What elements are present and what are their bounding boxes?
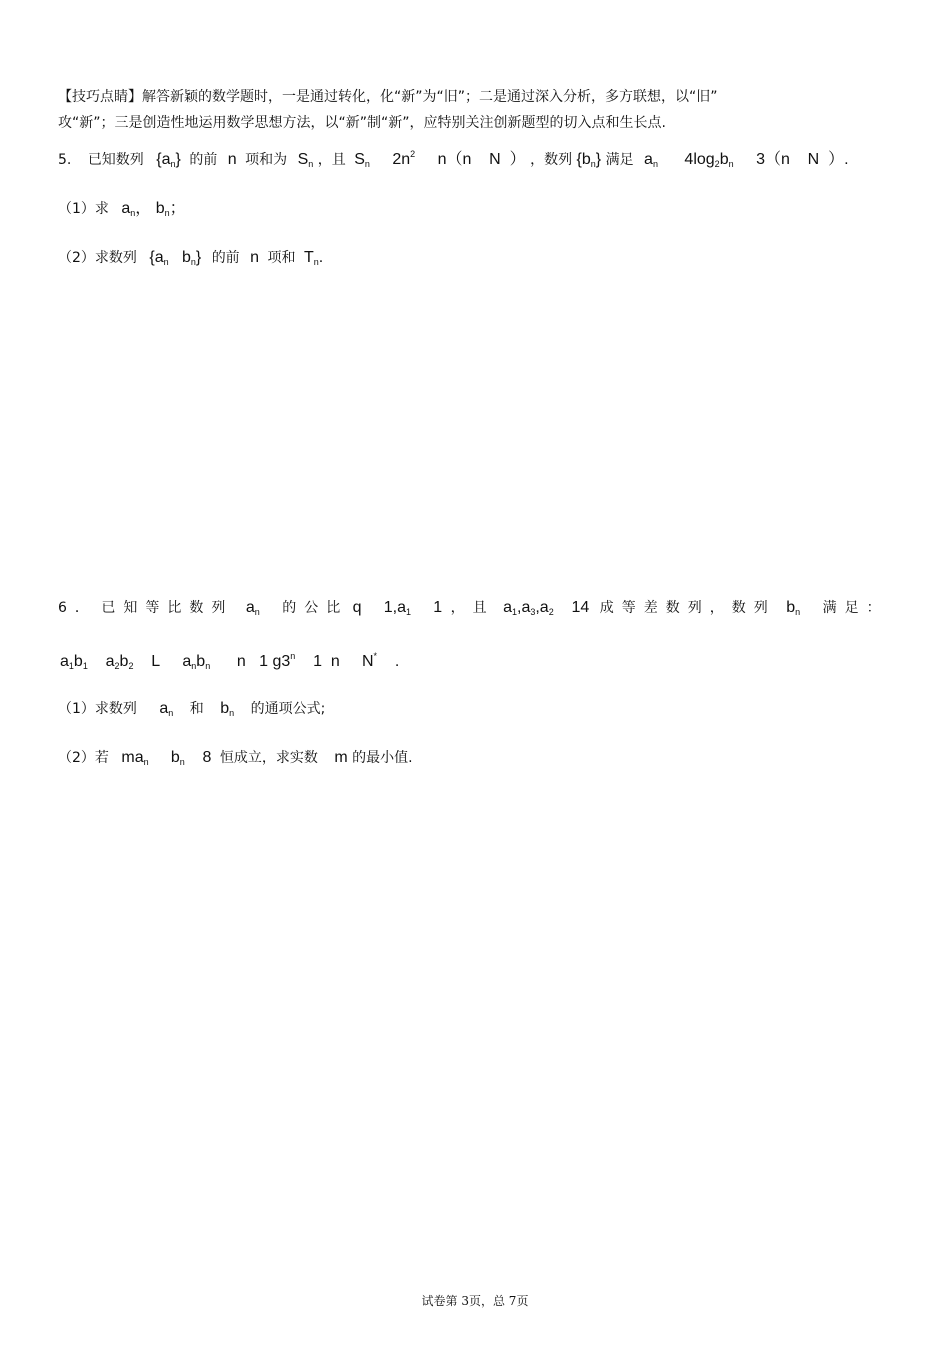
question-6-part-2: （2）若 $ma_n$ $b_n$ 8 恒成立，求实数 m 的最小值. bbox=[58, 749, 413, 767]
page-footer: 试卷第 3页，总 7页 bbox=[421, 1294, 529, 1308]
question-5-stem: 5. 已知数列 $\{a_n\}$ 的前 n 项和为 $S_n$ ，且 $S_n$ $2n^2$ n（n N ） ，数列 $\{b_n\}$ 满足 $a_n$ $4\log_2b_n$ 3（n N ）. bbox=[58, 149, 849, 169]
question-number: 5. bbox=[58, 152, 72, 168]
formula: $\{a_n\}$ bbox=[156, 151, 181, 169]
tip-line-1: 【技巧点睛】解答新颖的数学题时，一是通过转化，化“新”为“旧”；二是通过深入分析，多方联想，以“旧” bbox=[58, 89, 718, 105]
question-6-formula: $a_1b_1$ $a_2b_2$ L $a_nb_n$ n 1 g3$^n$ 1 n N* . bbox=[60, 651, 400, 671]
question-6-part-1: （1）求数列 $a_n$ 和 $b_n$ 的通项公式; bbox=[58, 700, 326, 718]
question-5-part-2: （2）求数列 {$a_n$ $b_n$} 的前 n 项和 $T_n$. bbox=[58, 249, 324, 267]
question-number: 6． bbox=[58, 600, 97, 616]
question-6-stem: 6． 已知等比数列 $a_n$ 的公比 q $1,a_1$ 1 ，且 $a_1,a_3,a_2$ 14 成等差数列，数列 $b_n$ 满足： bbox=[58, 599, 889, 617]
tip-line-2: 攻“新”；三是创造性地运用数学思想方法，以“新”制“新”，应特别关注创新题型的切入点和生长点. bbox=[58, 115, 666, 131]
question-5-part-1: （1）求 $a_n$， $b_n$； bbox=[58, 200, 186, 218]
